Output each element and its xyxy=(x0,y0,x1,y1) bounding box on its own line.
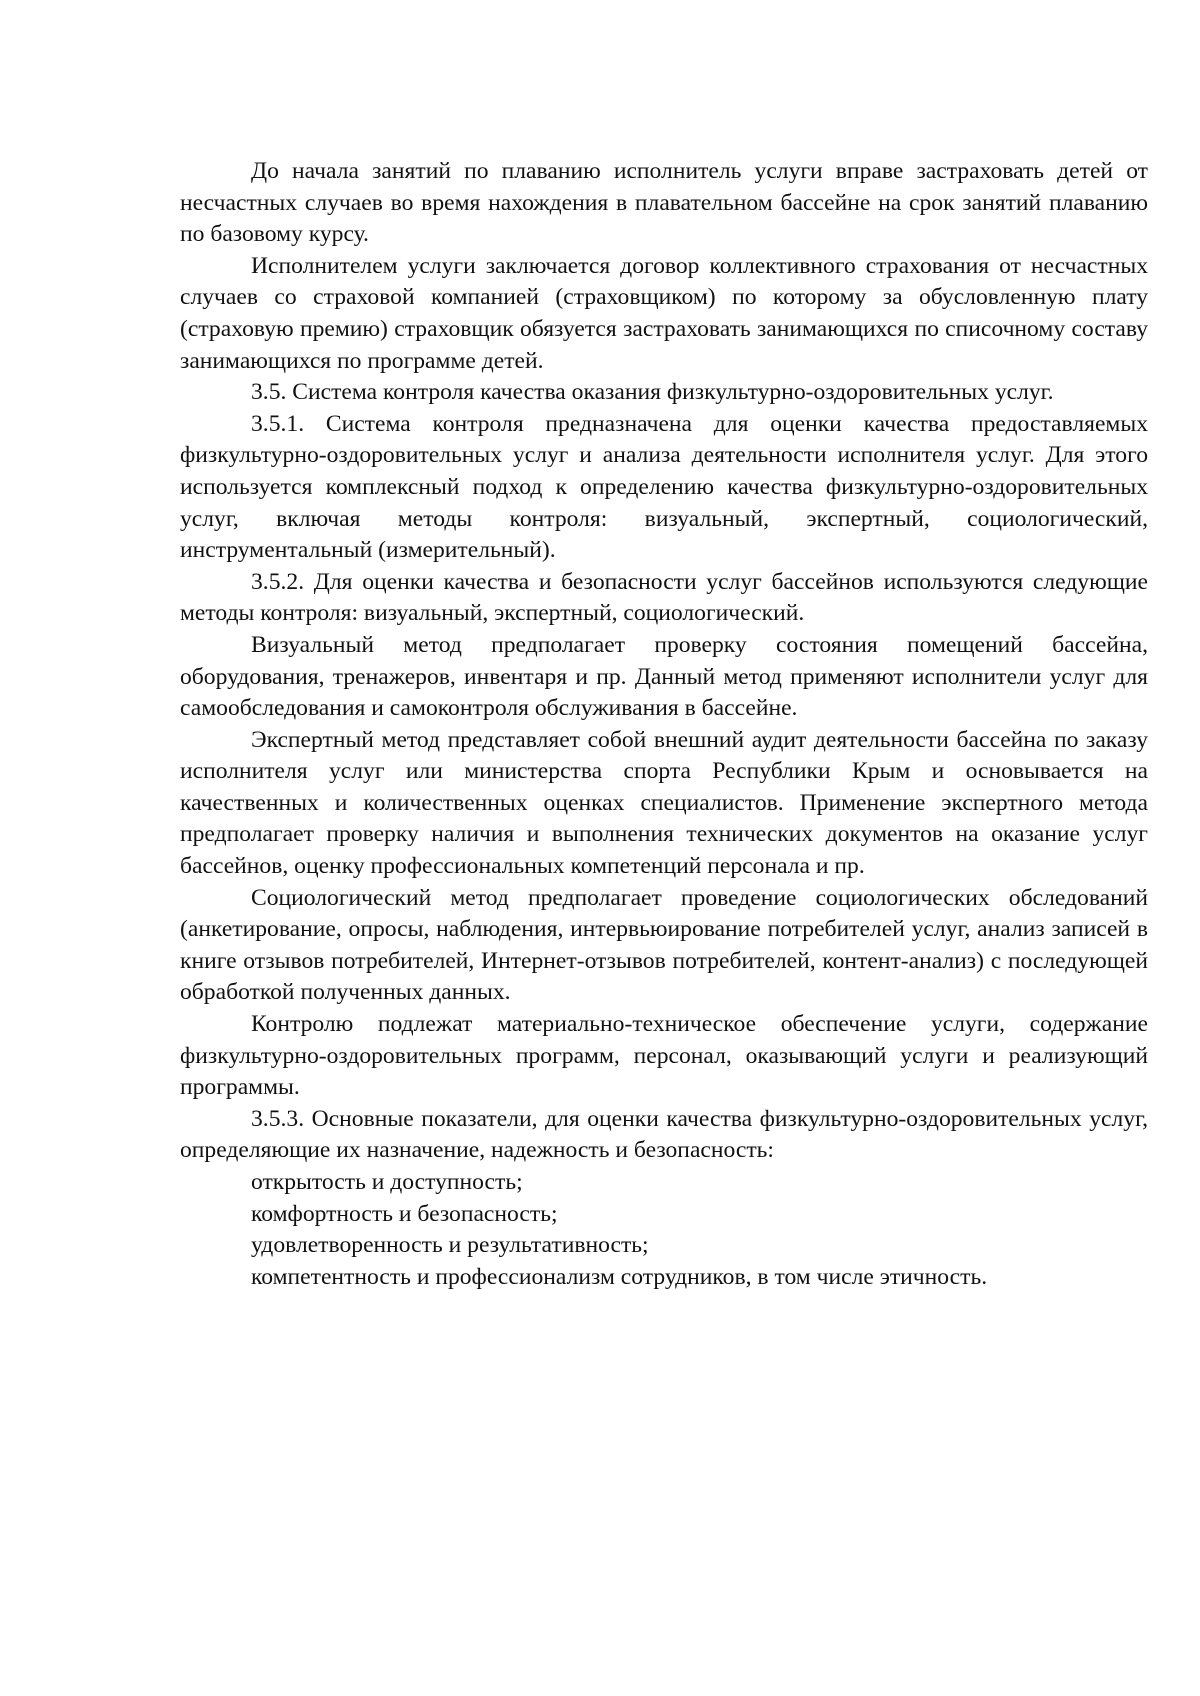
paragraph-3-5-2: 3.5.2. Для оценки качества и безопасности услуг бассейнов используются следующие методы контроля: визуальный, экспертный, социологический. xyxy=(180,568,1148,627)
paragraph-3-5-1: 3.5.1. Система контроля предназначена для оценки качества предоставляемых физкультурно-оздоровительных услуг и анализа деятельности исполнителя услуг. Для этого используется комплексный подход к определению качества физкультурно-оздоровительных услуг, включая методы контроля: визуальный, экспертный, социологический, инструментальный (измерительный). xyxy=(180,410,1148,564)
paragraph-insurance-contract: Исполнителем услуги заключается договор коллективного страхования от несчастных случаев со страховой компанией (страховщиком) по которому за обусловленную плату (страховую премию) страховщик обязуется застраховать занимающихся по списочному составу занимающихся по программе детей. xyxy=(180,252,1148,374)
list-item: комфортность и безопасность; xyxy=(251,1200,558,1227)
paragraph-visual-method: Визуальный метод предполагает проверку состояния помещений бассейна, оборудования, тренажеров, инвентаря и пр. Данный метод применяют исполнители услуг для самообследования и самоконтроля обслуживания в бассейне. xyxy=(180,631,1148,722)
paragraph-insurance-right: До начала занятий по плаванию исполнитель услуги вправе застраховать детей от несчастных случаев во время нахождения в плавательном бассейне на срок занятий плаванию по базовому курсу. xyxy=(180,158,1148,248)
paragraph-sociological-method: Социологический метод предполагает проведение социологических обследований (анкетирование, опросы, наблюдения, интервьюирование потребителей услуг, анализ записей в книге отзывов потребителей, Интернет-отзывов потребителей, контент-анализ) с последующей обработкой полученных данных. xyxy=(180,884,1148,1006)
list-item: открытость и доступность; xyxy=(251,1169,523,1195)
paragraph-3-5-3: 3.5.3. Основные показатели, для оценки качества физкультурно-оздоровительных услуг, определяющие их назначение, надежность и безопасность: xyxy=(180,1105,1148,1164)
list-item: компетентность и профессионализм сотрудников, в том числе этичность. xyxy=(251,1263,988,1290)
paragraph-expert-method: Экспертный метод представляет собой внешний аудит деятельности бассейна по заказу исполнителя услуг или министерства спорта Республики Крым и основывается на качественных и количественных оценках специалистов. Применение экспертного метода предполагает проверку наличия и выполнения технических документов на оказание услуг бассейнов, оценку профессиональных компетенций персонала и пр. xyxy=(180,726,1148,880)
paragraph-control-subjects: Контролю подлежат материально-техническое обеспечение услуги, содержание физкультурно-оздоровительных программ, персонал, оказывающий услуги и реализующий программы. xyxy=(180,1011,1148,1101)
document-body xyxy=(180,156,1148,1293)
list-item: удовлетворенность и результативность; xyxy=(251,1232,649,1259)
section-heading-3-5: 3.5. Система контроля качества оказания физкультурно-оздоровительных услуг. xyxy=(251,379,1054,406)
